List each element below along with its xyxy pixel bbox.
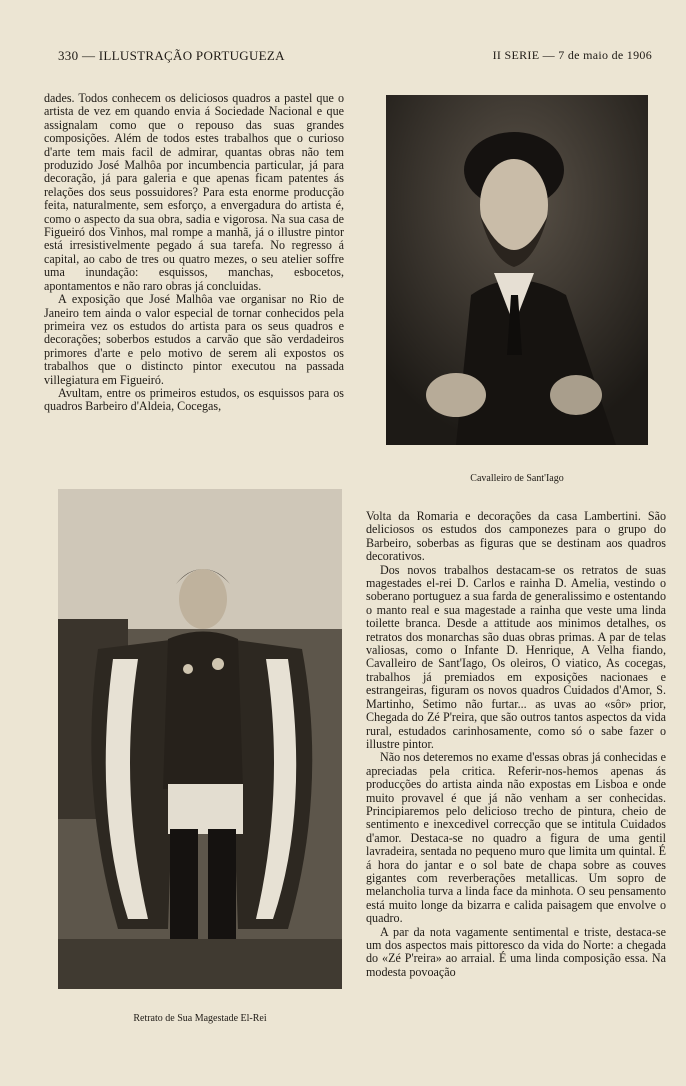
paragraph: Volta da Romaria e decorações da casa Lambertini. São deliciosos os estudos dos camponezes para o grupo do Barbeiro, soberbas as figuras que se destinam aos quadros decorativos. bbox=[366, 509, 666, 564]
page-number-title: 330 — ILLUSTRAÇÃO PORTUGUEZA bbox=[58, 48, 285, 63]
portrait-photo bbox=[386, 95, 648, 445]
page-header bbox=[58, 48, 652, 70]
king-illustration bbox=[58, 489, 342, 989]
paragraph: Dos novos trabalhos destacam-se os retratos de suas magestades el-rei D. Carlos e rainha D. Amelia, vestindo o soberano portuguez a sua farda de generalissimo e ostentando o manto real e sua magestade a rainha que veste uma linda toilette branca. Desde a attitude aos minimos detalhes, os retratos dos monarchas são duas obras primas. A par de telas valiosas, como o Infante D. Henrique, A Velha fiando, Cavalleiro de Sant'Iago, Os oleiros, O viatico, As cocegas, trabalhos já premiados em exposições nacionaes e estrangeiras, figuram os novos quadros Cuidados d'Amor, S. Martinho, Setimo não furtar... as uvas ao «sôr» prior, Chegada do Zé P'reira, que são outros tantos aspectos da vida rural, estudados carinhosamente, como só o sabe fazer o illustre pintor. bbox=[366, 562, 666, 751]
issue-date: II SERIE — 7 de maio de 1906 bbox=[492, 48, 652, 62]
portrait-caption: Cavalleiro de Sant'Iago bbox=[470, 473, 564, 484]
king-caption: Retrato de Sua Magestade El-Rei bbox=[133, 1013, 267, 1024]
paragraph: A par da nota vagamente sentimental e triste, destaca-se um dos aspectos mais pittoresco da vida do Norte: a chegada do «Zé P'reira» ao arraial. É uma linda composição essa. Na modesta povoação bbox=[366, 924, 666, 979]
portrait-illustration bbox=[386, 95, 648, 445]
paragraph: dades. Todos conhecem os deliciosos quadros a pastel que o artista de vez em quando envia á Sociedade Nacional e que assignalam como que o repouso das suas grandes composições. Além de todos estes trabalhos que o curioso d'arte tem mais facil de admirar, quantas obras não tem produzido José Malhôa por incumbencia particular, já para decoração, já para galeria e que apenas ficam patentes ás relações dos seus possuidores? Para esta enorme producção feita, naturalmente, sem esforço, a envergadura do artista é, como o aspecto da sua obra, sadia e vigorosa. Na sua casa de Figueiró dos Vinhos, mal rompe a manhã, já o illustre pintor está irresistivelmente pegado á sua tarefa. No regresso á capital, ao cabo de tres ou quatro mezes, o seu atelier soffre uma inundação: esquissos, manchas, esbocetos, apontamentos e não raro obras já concluidas. bbox=[44, 91, 344, 293]
king-photo bbox=[58, 489, 342, 989]
paragraph: Avultam, entre os primeiros estudos, os esquissos para os quadros Barbeiro d'Aldeia, Cocegas, bbox=[44, 385, 344, 414]
text-column-left bbox=[44, 92, 344, 414]
paragraph: Não nos deteremos no exame d'essas obras já conhecidas e apreciadas pela critica. Referir-nos-hemos apenas ás producções do artista ainda não expostas em Lisboa e onde muito provavel é que já não venham a ser conhecidas. Principiaremos pelo delicioso trecho de pintura, cheio de sentimento e inexcedivel correcção que se intitula Cuidados d'amor. Destaca-se no quadro a figura de uma gentil lavradeira, sentada no pequeno muro que limita um quintal. É á hora do jantar e o sol bate de chapa sobre as couves gigantes com reverberações metallicas. Um sopro de melancholia turva a linda face da minhota. O seu pensamento está muito longe da bizarra e calida paisagem que envolve o quadro. bbox=[366, 750, 666, 926]
text-column-right bbox=[366, 510, 666, 979]
paragraph: A exposição que José Malhôa vae organisar no Rio de Janeiro tem ainda o valor especial de tornar conhecidos pela primeira vez os estudos do artista para os seus quadros e decorações; soberbos estudos a carvão que são verdadeiros primores d'arte e pelo motivo de serem ali expostos os trabalhos que o distincto pintor executou na passada villegiatura em Figueiró. bbox=[44, 292, 344, 387]
